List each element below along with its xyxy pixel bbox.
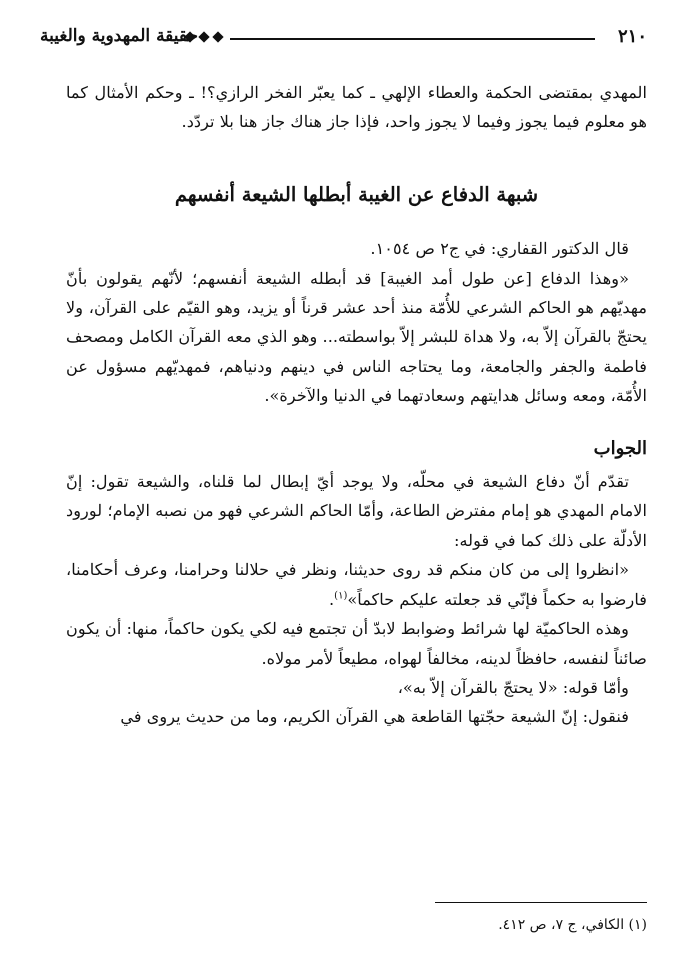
header-rule [230,38,595,40]
answer-heading: الجواب [593,437,647,459]
page-header [40,22,647,52]
answer-paragraph: تقدّم أنّ دفاع الشيعة في محلّه، ولا يوجد أيّ إبطال لما قلناه، والشيعة تقول: إنّ الامام المهدي هو إمام مفترض الطاعة، وأمّا الحاكم الشرعي فهو من نصبه الإمام؛ لورود الأدلّة على ذلك كما في قوله: [66,472,647,550]
quote-response: وأمّا قوله: «لا يحتجّ بالقرآن إلاّ به»، [397,677,629,697]
footnote-rule [435,902,647,903]
footnote: (١) الكافي، ج ٧، ص ٤١٢. [498,917,647,933]
section-heading: شبهة الدفاع عن الغيبة أبطلها الشيعة أنفسهم [174,182,539,206]
ornament-dot [198,31,209,42]
citation-line: قال الدكتور القفاري: في ج٢ ص ١٠٥٤. [370,239,629,259]
conditions-paragraph: وهذه الحاكميّة لها شرائط وضوابط لابدّ أن تجتمع فيه لكي يكون حاكماً، منها: أن يكون صائناً لنفسه، حافظاً لدينه، مخالفاً لهواه، مطيعاً لأمر مولاه. [66,619,647,668]
running-title: حقيقة المهدوية والغيبة [40,26,199,46]
final-paragraph: فنقول: إنّ الشيعة حجّتها القاطعة هي القرآن الكريم، وما من حديث يروى في [120,707,629,727]
ornament-dot [212,31,223,42]
hadith-quote: «انظروا إلى من كان منكم قد روى حديثنا، ونظر في حلالنا وحرامنا، وعرف أحكامنا، فارضوا به حكماً فإنّي قد جعلته عليكم حاكماً» [66,560,647,609]
page-number: ٢١٠ [617,26,647,47]
footnote-marker: (١) [334,590,348,602]
quote-paragraph: «وهذا الدفاع [عن طول أمد الغيبة] قد أبطله الشيعة أنفسهم؛ لأنّهم يقولون بأنّ مهديّهم هو الحاكم الشرعي للأُمّة منذ أحد عشر قرناً أو يزيد، وهو القيّم على القرآن، ولا يحتجّ بالقرآن إلاّ به، ولا هداة للبشر إلاّ بواسطته... وهو الذي معه القرآن الكامل ومصحف فاطمة والجفر والجامعة، وما يحتاجه الناس في دينهم ودنياهم، فمهديّهم مسؤول عن الأُمّة، ومعه وسائل هدايتهم وسعادتهما في الدنيا والآخرة». [66,268,647,406]
intro-paragraph: المهدي بمقتضى الحكمة والعطاء الإلهي ـ كما يعبّر الفخر الرازي؟! ـ وحكم الأمثال كما هو معلوم فيما يجوز وفيما لا يجوز واحد، فإذا جاز هناك جاز هنا بلا تردّد. [66,83,647,132]
page-body [66,78,647,732]
hadith-paragraph: «انظروا إلى من كان منكم قد روى حديثنا، ونظر في حلالنا وحرامنا، وعرف أحكامنا، فارضوا به حكماً فإنّي قد جعلته عليكم حاكماً»$^{(١)}$. [66,560,647,609]
